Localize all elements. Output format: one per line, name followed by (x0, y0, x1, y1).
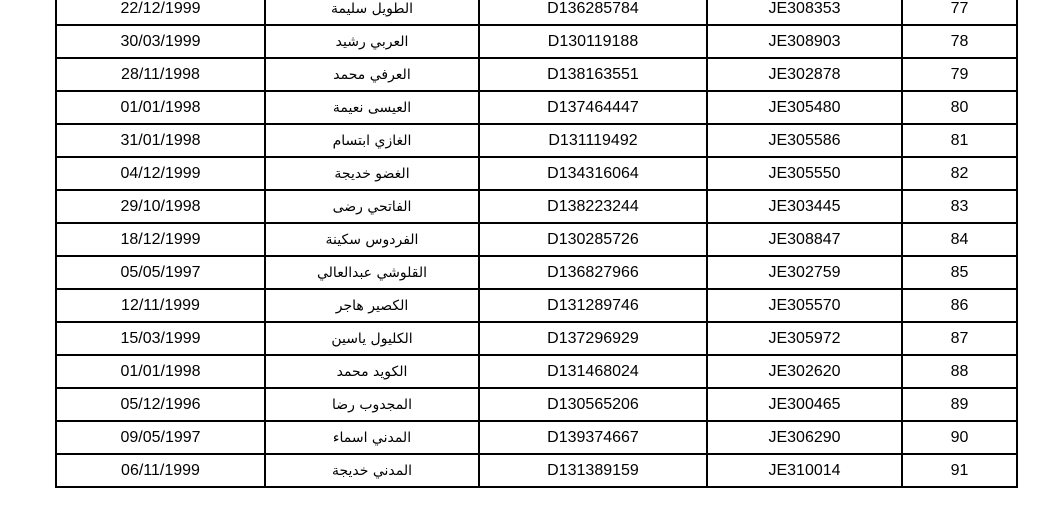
birth-date-cell: 12/11/1999 (56, 289, 265, 322)
full-name-cell: الكصير هاجر (265, 289, 479, 322)
full-name-cell: الفردوس سكينة (265, 223, 479, 256)
id-card-number-cell: D134316064 (479, 157, 707, 190)
student-code-cell: JE305972 (707, 322, 902, 355)
id-card-number-cell: D130285726 (479, 223, 707, 256)
table-row (56, 0, 1017, 25)
id-card-number-cell: D136827966 (479, 256, 707, 289)
full-name-cell: الغازي ابتسام (265, 124, 479, 157)
row-number-cell: 77 (902, 0, 1017, 25)
birth-date-cell: 09/05/1997 (56, 421, 265, 454)
row-number-cell: 79 (902, 58, 1017, 91)
table-row (56, 157, 1017, 190)
table-row (56, 25, 1017, 58)
student-list-table (55, 0, 1018, 488)
full-name-cell: الفاتحي رضى (265, 190, 479, 223)
id-card-number-cell: D137296929 (479, 322, 707, 355)
full-name-cell: الغضو خديجة (265, 157, 479, 190)
full-name-cell: الكليول ياسين (265, 322, 479, 355)
birth-date-cell: 22/12/1999 (56, 0, 265, 25)
student-code-cell: JE303445 (707, 190, 902, 223)
student-code-cell: JE308847 (707, 223, 902, 256)
student-code-cell: JE305550 (707, 157, 902, 190)
full-name-cell: العربي رشيد (265, 25, 479, 58)
id-card-number-cell: D136285784 (479, 0, 707, 25)
birth-date-cell: 29/10/1998 (56, 190, 265, 223)
full-name-cell: المدني اسماء (265, 421, 479, 454)
student-code-cell: JE300465 (707, 388, 902, 421)
full-name-cell: القلوشي عبدالعالي (265, 256, 479, 289)
id-card-number-cell: D131389159 (479, 454, 707, 487)
birth-date-cell: 06/11/1999 (56, 454, 265, 487)
row-number-cell: 90 (902, 421, 1017, 454)
student-code-cell: JE308903 (707, 25, 902, 58)
birth-date-cell: 05/12/1996 (56, 388, 265, 421)
table-row (56, 355, 1017, 388)
birth-date-cell: 01/01/1998 (56, 355, 265, 388)
table-row (56, 454, 1017, 487)
birth-date-cell: 01/01/1998 (56, 91, 265, 124)
full-name-cell: الطويل سليمة (265, 0, 479, 25)
student-code-cell: JE305586 (707, 124, 902, 157)
birth-date-cell: 30/03/1999 (56, 25, 265, 58)
full-name-cell: المدني خديجة (265, 454, 479, 487)
birth-date-cell: 05/05/1997 (56, 256, 265, 289)
table-row (56, 190, 1017, 223)
table-row (56, 421, 1017, 454)
id-card-number-cell: D138223244 (479, 190, 707, 223)
student-code-cell: JE308353 (707, 0, 902, 25)
full-name-cell: العيسى نعيمة (265, 91, 479, 124)
table-row (56, 289, 1017, 322)
row-number-cell: 86 (902, 289, 1017, 322)
table-row (56, 322, 1017, 355)
student-code-cell: JE302620 (707, 355, 902, 388)
id-card-number-cell: D130119188 (479, 25, 707, 58)
student-code-cell: JE302759 (707, 256, 902, 289)
student-code-cell: JE310014 (707, 454, 902, 487)
table-body (56, 0, 1017, 487)
student-code-cell: JE306290 (707, 421, 902, 454)
table-row (56, 124, 1017, 157)
student-code-cell: JE305570 (707, 289, 902, 322)
id-card-number-cell: D138163551 (479, 58, 707, 91)
table-row (56, 256, 1017, 289)
full-name-cell: الكويد محمد (265, 355, 479, 388)
row-number-cell: 80 (902, 91, 1017, 124)
student-code-cell: JE305480 (707, 91, 902, 124)
full-name-cell: العرفي محمد (265, 58, 479, 91)
id-card-number-cell: D131468024 (479, 355, 707, 388)
id-card-number-cell: D137464447 (479, 91, 707, 124)
row-number-cell: 81 (902, 124, 1017, 157)
id-card-number-cell: D130565206 (479, 388, 707, 421)
row-number-cell: 78 (902, 25, 1017, 58)
row-number-cell: 87 (902, 322, 1017, 355)
table-row (56, 91, 1017, 124)
student-list-table-container (55, 0, 1016, 488)
row-number-cell: 82 (902, 157, 1017, 190)
birth-date-cell: 15/03/1999 (56, 322, 265, 355)
id-card-number-cell: D131119492 (479, 124, 707, 157)
student-code-cell: JE302878 (707, 58, 902, 91)
row-number-cell: 89 (902, 388, 1017, 421)
id-card-number-cell: D139374667 (479, 421, 707, 454)
birth-date-cell: 18/12/1999 (56, 223, 265, 256)
table-row (56, 388, 1017, 421)
row-number-cell: 83 (902, 190, 1017, 223)
row-number-cell: 91 (902, 454, 1017, 487)
birth-date-cell: 31/01/1998 (56, 124, 265, 157)
id-card-number-cell: D131289746 (479, 289, 707, 322)
table-row (56, 58, 1017, 91)
row-number-cell: 85 (902, 256, 1017, 289)
full-name-cell: المجدوب رضا (265, 388, 479, 421)
table-row (56, 223, 1017, 256)
birth-date-cell: 28/11/1998 (56, 58, 265, 91)
birth-date-cell: 04/12/1999 (56, 157, 265, 190)
row-number-cell: 88 (902, 355, 1017, 388)
row-number-cell: 84 (902, 223, 1017, 256)
